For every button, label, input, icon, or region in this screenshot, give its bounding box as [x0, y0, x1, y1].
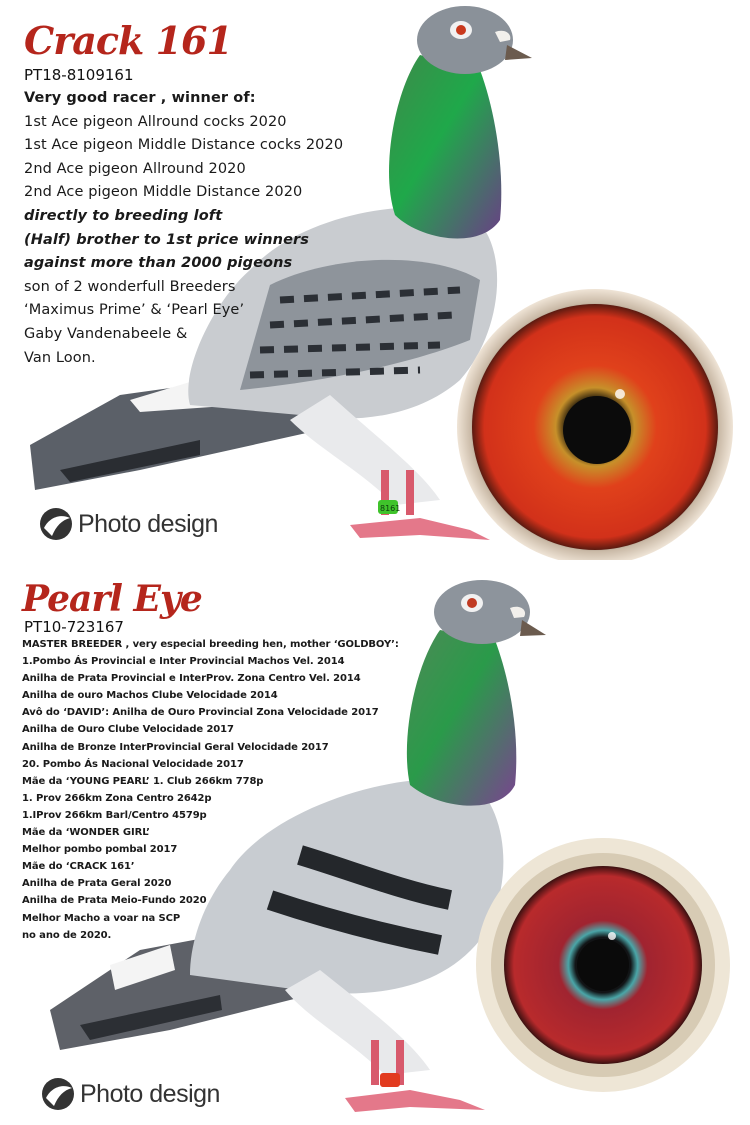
achievement-text: directly to breeding loft: [24, 207, 223, 224]
achievement-text: Mãe do: [22, 861, 66, 873]
achievement-line: [22, 773, 399, 790]
achievement-text: 1.Pombo Ás Provincial e Inter Provincial Machos Vel. 2014: [22, 656, 345, 668]
achievement-line: [22, 875, 399, 892]
achievement-text: 2nd Ace pigeon Allround 2020: [24, 160, 246, 177]
achievement-text: Anilha de Prata Geral 2020: [22, 878, 172, 890]
achievement-text: :: [394, 639, 399, 650]
pigeon-feet: [350, 518, 490, 540]
achievement-text: Avô do: [22, 707, 64, 719]
leg-ring-text: 8161: [380, 504, 401, 513]
achievement-text: 1st Ace pigeon Middle Distance cocks 2020: [24, 137, 344, 154]
pigeon-feet: [345, 1090, 485, 1112]
logo-text: Photo design: [80, 1079, 220, 1108]
achievement-text: (Half) brother to 1st price winners: [24, 231, 310, 248]
achievement-text: ‘GOLDBOY’: [333, 639, 395, 650]
achievement-line: [24, 111, 343, 135]
pigeon-beak: [505, 45, 532, 60]
achievement-line: [22, 858, 399, 875]
achievement-line: [22, 687, 399, 704]
achievement-line: [22, 721, 399, 738]
photo-design-logo: [40, 1076, 220, 1112]
achievement-text: Mãe da: [22, 775, 66, 787]
achievement-text: : Anilha de Ouro Provincial Zona Velocidade 2017: [105, 707, 379, 719]
achievement-line: [22, 910, 399, 927]
eye-closeup-crack-161: [457, 289, 733, 560]
achievement-line: [22, 653, 399, 670]
pigeon-head: [417, 6, 513, 74]
achievement-text: ‘CRACK 161’: [65, 861, 135, 873]
achievement-line: [24, 158, 343, 182]
achievement-text: 1.IProv 266km Barl/Centro 4579p: [22, 809, 207, 821]
pigeon-card-pearl-eye: [0, 570, 750, 1125]
achievement-text: Anilha de Bronze InterProvincial Geral Velocidade 2017: [22, 741, 329, 753]
pigeon-beak: [520, 620, 546, 636]
achievement-text: ‘DAVID’: [63, 707, 106, 719]
achievement-line: [24, 134, 343, 158]
achievement-text: son of 2 wonderfull Breeders: [24, 278, 236, 295]
achievement-text: 20. Pombo Ás Nacional Velocidade 2017: [22, 758, 244, 770]
achievement-line: [24, 252, 343, 276]
achievement-text: 2nd Ace pigeon Middle Distance 2020: [24, 184, 303, 201]
achievement-text: against more than 2000 pigeons: [24, 255, 293, 272]
achievement-text: ‘Maximus Prime’ & ‘Pearl Eye’: [24, 302, 245, 319]
achievement-text: ‘YOUNG PEARL’: [65, 775, 150, 787]
achievement-text: 1. Prov 266km Zona Centro 2642p: [22, 792, 212, 804]
achievement-text: ‘WONDER GIRL’: [65, 827, 150, 839]
achievement-line: [22, 927, 399, 944]
logo-text: Photo design: [78, 509, 218, 538]
achievements-list: [22, 636, 399, 944]
bird-logo-icon: [38, 506, 74, 542]
achievement-text: Melhor Macho a voar na SCP: [22, 912, 181, 924]
achievement-line: [24, 181, 343, 205]
achievement-text: 1. Club 266km 778p: [149, 775, 264, 787]
achievement-line: [24, 229, 343, 253]
achievement-line: [22, 807, 399, 824]
achievement-text: 1st Ace pigeon Allround cocks 2020: [24, 113, 287, 130]
achievements-list: [24, 87, 343, 370]
pigeon-eye-small: [456, 25, 466, 35]
achievement-line: [22, 704, 399, 721]
achievement-line: [22, 790, 399, 807]
photo-design-logo: [38, 506, 218, 542]
pigeon-name: Crack 161: [24, 18, 232, 63]
achievement-line: [24, 323, 343, 347]
eye-closeup-pearl-eye: [476, 838, 730, 1092]
bird-logo-icon: [40, 1076, 76, 1112]
achievement-line: [24, 347, 343, 371]
achievement-text: Very good racer , winner of:: [24, 90, 256, 106]
achievement-text: no ano de 2020.: [22, 929, 112, 941]
achievement-line: [22, 841, 399, 858]
achievement-text: MASTER BREEDER , very especial breeding hen, mother: [22, 639, 334, 650]
achievement-line: [22, 670, 399, 687]
achievement-text: Anilha de Ouro Clube Velocidade 2017: [22, 724, 234, 736]
achievement-text: Gaby Vandenabeele &: [24, 325, 188, 342]
pigeon-neck: [389, 55, 501, 239]
achievement-text: Melhor pombo pombal 2017: [22, 844, 178, 856]
ring-number: PT10-723167: [24, 618, 124, 636]
pigeon-card-crack-161: [0, 0, 750, 560]
pigeon-name: Pearl Eye: [22, 578, 202, 620]
achievement-line: [22, 739, 399, 756]
achievement-text: Anilha de Prata Meio-Fundo 2020: [22, 895, 207, 907]
pigeon-neck: [407, 630, 516, 806]
leg-ring: [380, 1073, 400, 1087]
achievement-line: [24, 87, 343, 111]
achievement-text: Van Loon.: [24, 349, 96, 366]
achievement-text: Anilha de ouro Machos Clube Velocidade 2014: [22, 690, 278, 702]
achievement-line: [22, 892, 399, 909]
achievement-line: [24, 299, 343, 323]
achievement-line: [22, 824, 399, 841]
achievement-text: Anilha de Prata Provincial e InterProv. Zona Centro Vel. 2014: [22, 673, 361, 685]
ring-number: PT18-8109161: [24, 66, 134, 84]
pigeon-eye-small: [467, 598, 477, 608]
achievement-line: [24, 205, 343, 229]
achievement-line: [22, 756, 399, 773]
achievement-line: [22, 636, 399, 653]
achievement-line: [24, 276, 343, 300]
achievement-text: Mãe da: [22, 827, 66, 839]
